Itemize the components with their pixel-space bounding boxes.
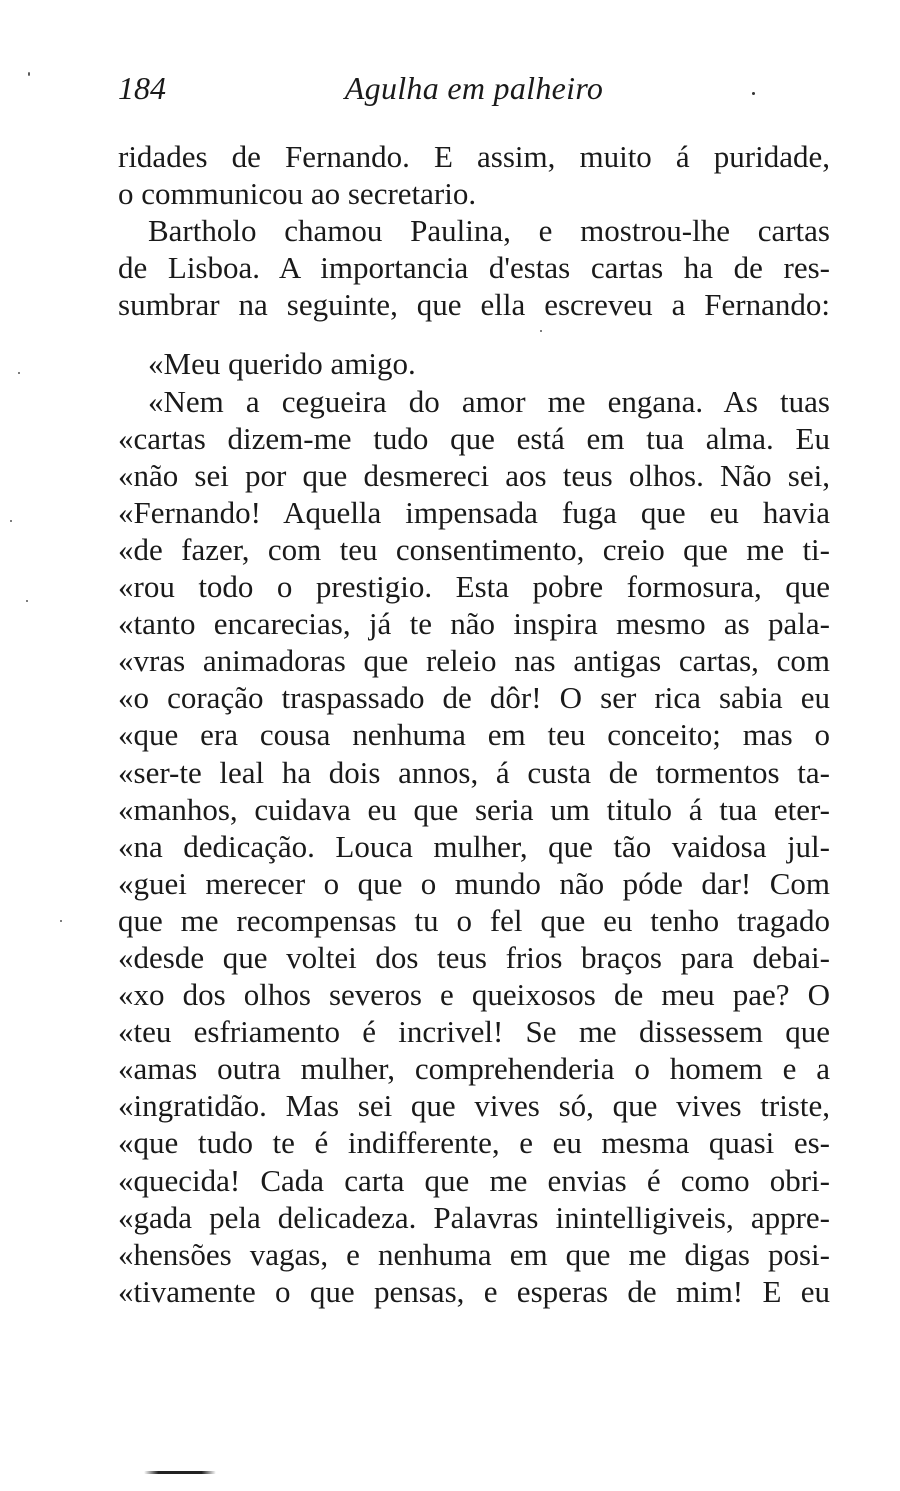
text-line: «ser-te leal ha dois annos, á custa de tormentos ta- xyxy=(118,754,830,790)
print-speck xyxy=(540,330,542,332)
print-speck xyxy=(18,372,20,374)
text-line: «Nem a cegueira do amor me engana. As tuas xyxy=(148,383,830,419)
text-line: de Lisboa. A importancia d'estas cartas ha de res- xyxy=(118,250,830,286)
print-speck xyxy=(752,92,755,95)
text-line: «desde que voltei dos teus frios braços para debai- xyxy=(118,939,830,975)
text-line: «de fazer, com teu consentimento, creio que me ti- xyxy=(118,531,830,567)
text-line: «guei merecer o que o mundo não póde dar! Com xyxy=(118,865,830,901)
text-line: sumbrar na seguinte, que ella escreveu a Fernando: xyxy=(118,287,830,323)
text-line: «hensões vagas, e nenhuma em que me digas posi- xyxy=(118,1236,830,1272)
running-head xyxy=(118,66,830,110)
text-line: «o coração traspassado de dôr! O ser rica sabia eu xyxy=(118,680,830,716)
footer-rule xyxy=(144,1471,216,1474)
text-line: «não sei por que desmereci aos teus olhos. Não sei, xyxy=(118,457,830,493)
text-line: «gada pela delicadeza. Palavras inintelligiveis, appre- xyxy=(118,1199,830,1235)
text-line: «teu esfriamento é incrivel! Se me dissessem que xyxy=(118,1014,830,1050)
print-speck xyxy=(28,72,30,76)
text-line: «xo dos olhos severos e queixosos de meu pae? O xyxy=(118,977,830,1013)
text-line: o communicou ao secretario. xyxy=(118,176,477,212)
text-line: «cartas dizem-me tudo que está em tua alma. Eu xyxy=(118,420,830,456)
text-line: «tanto encarecias, já te não inspira mesmo as pala- xyxy=(118,606,830,642)
print-speck xyxy=(10,520,12,522)
text-line: «manhos, cuidava eu que seria um titulo á tua eter- xyxy=(118,791,830,827)
text-line: «ingratidão. Mas sei que vives só, que vives triste, xyxy=(118,1088,830,1124)
print-speck xyxy=(60,920,62,922)
paragraph-gap xyxy=(118,323,830,345)
text-line: que me recompensas tu o fel que eu tenho tragado xyxy=(118,902,830,938)
text-line: «que tudo te é indifferente, e eu mesma quasi es- xyxy=(118,1125,830,1161)
text-line: «rou todo o prestigio. Esta pobre formosura, que xyxy=(118,569,830,605)
text-line: «vras animadoras que releio nas antigas cartas, com xyxy=(118,643,830,679)
text-line: «quecida! Cada carta que me envias é como obri- xyxy=(118,1162,830,1198)
text-line: «que era cousa nenhuma em teu conceito; mas o xyxy=(118,717,830,753)
text-line: «tivamente o que pensas, e esperas de mim! E eu xyxy=(118,1273,830,1309)
running-title: Agulha em palheiro xyxy=(344,70,604,106)
text-line: «amas outra mulher, comprehenderia o homem e a xyxy=(118,1051,830,1087)
text-line: ridades de Fernando. E assim, muito á puridade, xyxy=(118,139,830,174)
print-speck xyxy=(26,600,28,602)
text-line: «Fernando! Aquella impensada fuga que eu havia xyxy=(118,494,830,530)
page-number: 184 xyxy=(118,70,166,106)
body-text xyxy=(118,138,830,1310)
text-line: Bartholo chamou Paulina, e mostrou-lhe cartas xyxy=(148,213,830,249)
letter-salutation: «Meu querido amigo. xyxy=(148,346,416,382)
text-line: «na dedicação. Louca mulher, que tão vaidosa jul- xyxy=(118,828,830,864)
